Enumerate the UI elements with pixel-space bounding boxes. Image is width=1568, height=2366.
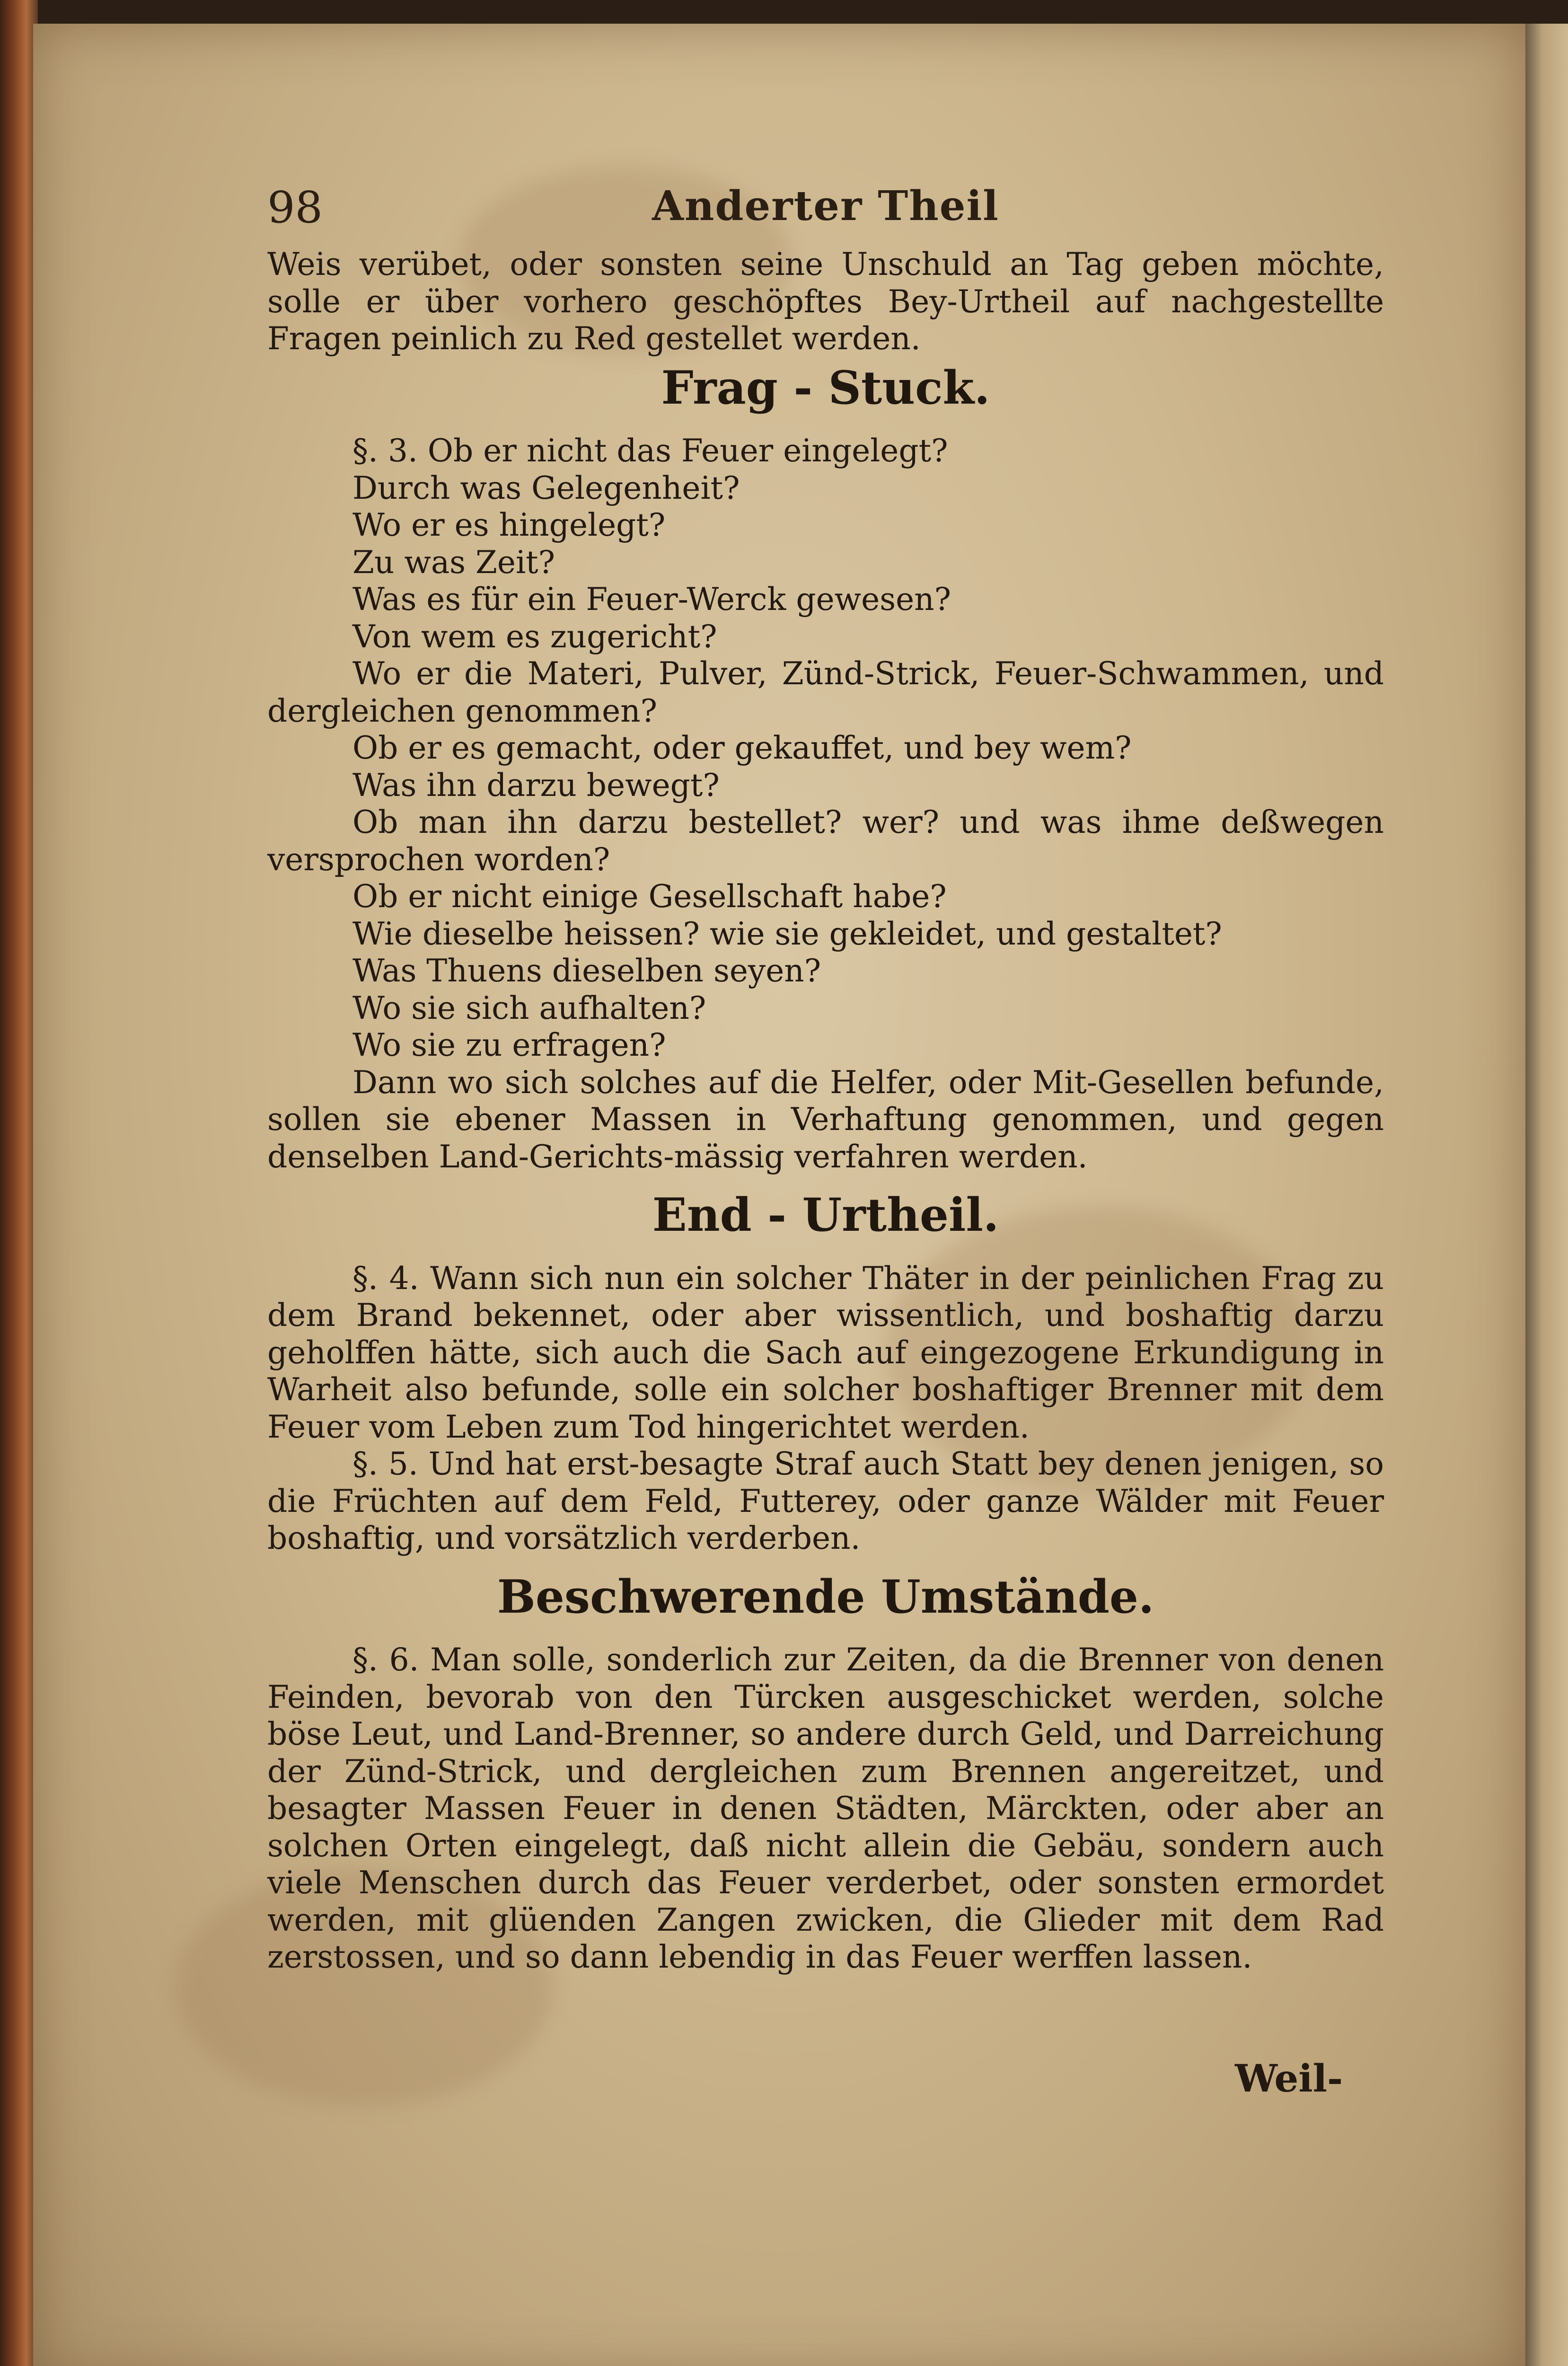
paragraph-4: §. 4. Wann sich nun ein solcher Thäter in der peinlichen Frag zu dem Brand bekennet, oder aber wissentlich, und boshaftig darzu geholffen hätte, sich auch die Sach auf eingezogene Erkundigung in Warheit also befunde, solle ein solcher boshaftiger Brenner mit dem Feuer vom Leben zum Tod hingerichtet werden. — [267, 1260, 1384, 1445]
question-item: Was ihn darzu bewegt? — [352, 767, 720, 803]
page-number: 98 — [267, 182, 323, 233]
heading-frag-stuck: Frag - Stuck. — [661, 361, 990, 415]
dann-paragraph: Dann wo sich solches auf die Helfer, oder Mit-Gesellen befunde, sollen sie ebener Massen in Verhaftung genommen, und gegen denselben Land-Gerichts-mässig verfahren werden. — [267, 1064, 1384, 1175]
catchword: Weil- — [1235, 2056, 1343, 2101]
intro-paragraph: Weis verübet, oder sonsten seine Unschuld an Tag geben möchte, solle er über vorhero geschöpftes Bey-Urtheil auf nachgestellte Fragen peinlich zu Red gestellet werden. — [267, 246, 1384, 357]
running-head: Anderter Theil — [652, 182, 999, 230]
question-item: Was es für ein Feuer-Werck gewesen? — [352, 581, 951, 618]
question-item: Ob er nicht einige Gesellschaft habe? — [352, 878, 947, 915]
question-item: Wo sie sich aufhalten? — [352, 989, 706, 1026]
question-item: Wo sie zu erfragen? — [352, 1027, 666, 1063]
question-item: Wo er es hingelegt? — [352, 507, 666, 543]
question-item: Wo er die Materi, Pulver, Zünd-Strick, Feuer-Schwammen, und dergleichen genommen? — [267, 655, 1384, 729]
paragraph-6: §. 6. Man solle, sonderlich zur Zeiten, da die Brenner von denen Feinden, bevorab von den Türcken ausgeschicket werden, solche böse Leut, und Land-Brenner, so andere durch Geld, und Darreichung der Zünd-Strick, und dergleichen zum Brennen angereitzet, und besagter Massen Feuer in denen Städten, Märckten, oder aber an solchen Orten eingelegt, daß nicht allein die Gebäu, sondern auch viele Menschen durch das Feuer verderbet, oder sonsten ermordet werden, mit glüenden Zangen zwicken, die Glieder mit dem Rad zerstossen, und so dann lebendig in das Feuer werffen lassen. — [267, 1642, 1384, 1975]
question-item: Von wem es zugericht? — [352, 618, 717, 655]
question-item: Was Thuens dieselben seyen? — [352, 953, 821, 989]
question-item: Wie dieselbe heissen? wie sie gekleidet, und gestaltet? — [352, 915, 1222, 952]
question-item: Zu was Zeit? — [352, 544, 555, 581]
heading-beschwerende-umstaende: Beschwerende Umstände. — [497, 1570, 1154, 1624]
paragraph-5: §. 5. Und hat erst-besagte Straf auch Statt bey denen jenigen, so die Früchten auf dem Feld, Futterey, oder ganze Wälder mit Feuer boshaftig, und vorsätzlich verderben. — [267, 1446, 1384, 1556]
page-text — [267, 246, 1384, 1976]
question-item: Durch was Gelegenheit? — [352, 469, 740, 506]
question-item: Ob man ihn darzu bestellet? wer? und was ihme deßwegen versprochen worden? — [267, 804, 1384, 878]
book-binding-edge — [0, 0, 38, 2366]
heading-end-urtheil: End - Urtheil. — [652, 1188, 999, 1242]
question-item: §. 3. Ob er nicht das Feuer eingelegt? — [352, 433, 948, 469]
question-item: Ob er es gemacht, oder gekauffet, und bey wem? — [352, 730, 1132, 766]
page-header — [267, 182, 1384, 248]
next-page-edge — [1525, 24, 1568, 2366]
question-list — [267, 433, 1384, 1064]
